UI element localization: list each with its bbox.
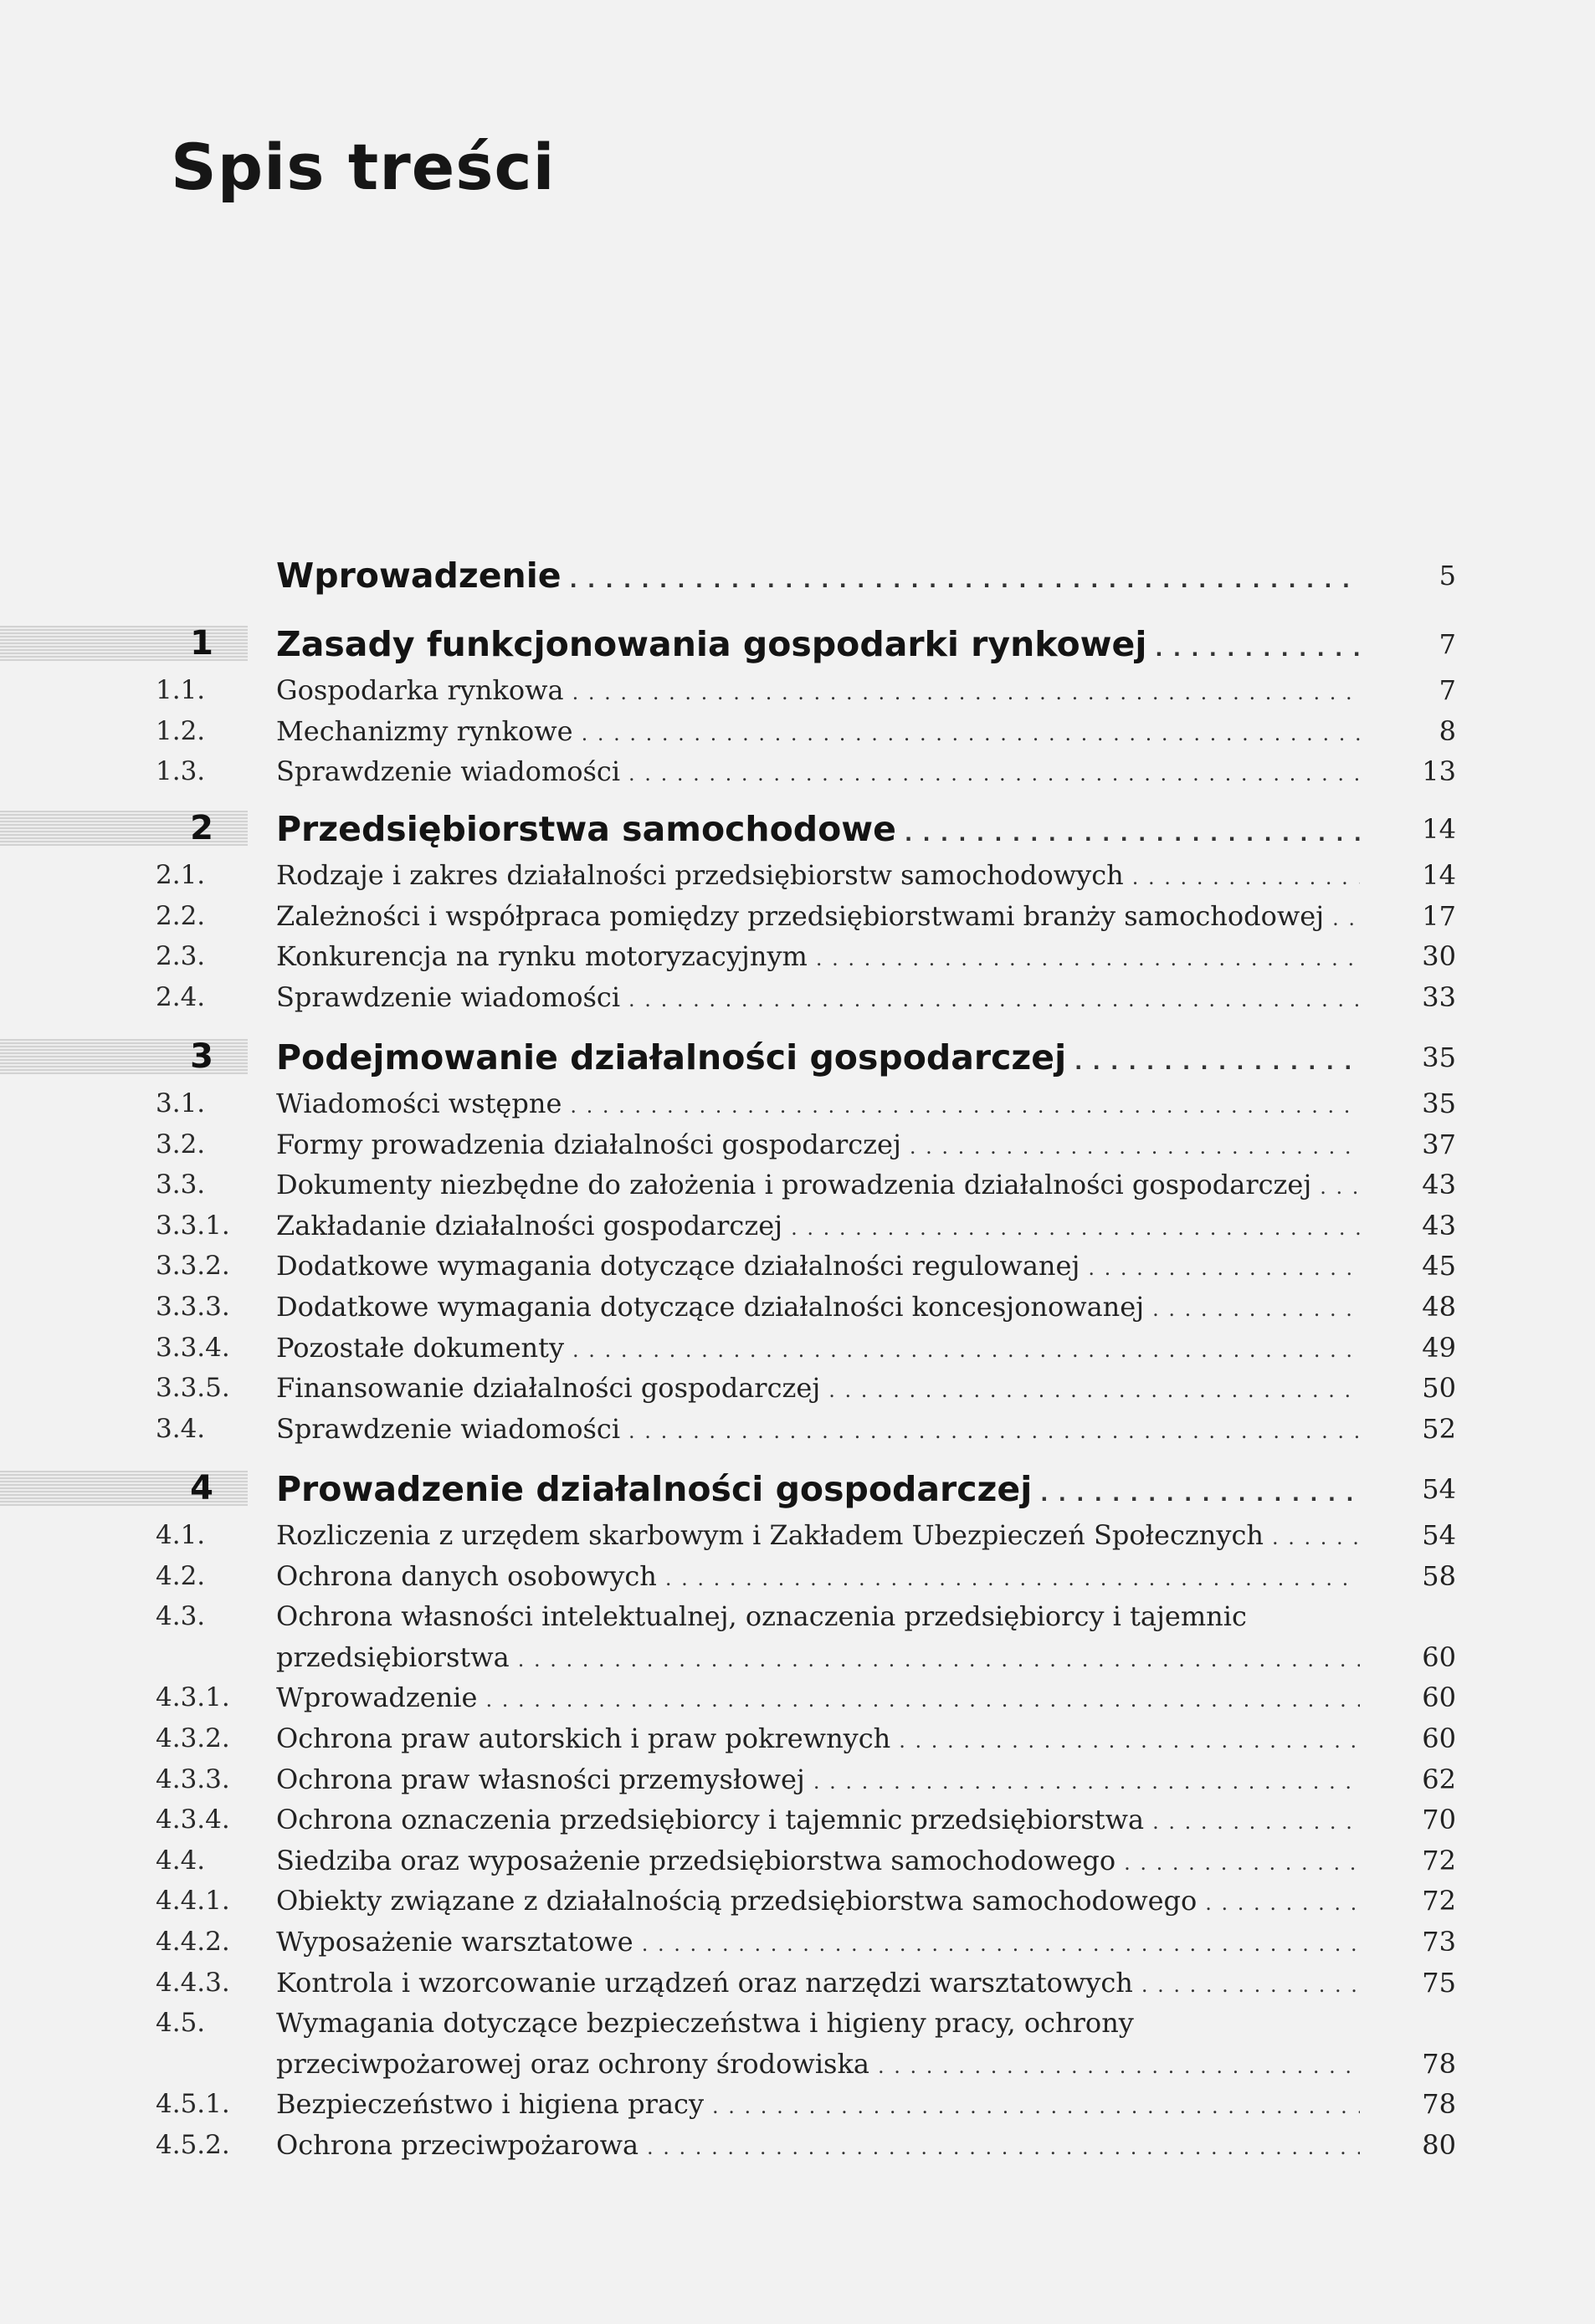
section-entry[interactable] <box>0 2003 1595 2043</box>
section-entry[interactable] <box>0 896 1595 936</box>
entry-title[interactable] <box>276 1124 1360 1167</box>
section-entry[interactable] <box>0 1556 1595 1596</box>
section-entry[interactable] <box>0 1759 1595 1799</box>
entry-page-number: 54 <box>1422 1473 1456 1505</box>
entry-title-text: Zakładanie działalności gospodarczej <box>276 1210 791 1241</box>
section-entry[interactable] <box>0 711 1595 751</box>
entry-number: 4.4. <box>156 1845 206 1876</box>
section-entry[interactable] <box>0 1368 1595 1408</box>
entry-title[interactable] <box>276 751 1360 794</box>
entry-title-text: Dodatkowe wymagania dotyczące działalności regulowanej <box>276 1250 1088 1282</box>
chapter-entry[interactable] <box>0 1469 1595 1509</box>
section-entry[interactable] <box>0 670 1595 710</box>
entry-title[interactable] <box>276 2125 1360 2168</box>
section-entry[interactable] <box>0 977 1595 1017</box>
entry-title-text: Formy prowadzenia działalności gospodarczej <box>276 1129 910 1160</box>
entry-title-text: Kontrola i wzorcowanie urządzeń oraz narzędzi warsztatowych <box>276 1967 1141 1999</box>
page-title: Spis treści <box>171 130 556 204</box>
section-entry[interactable] <box>0 1840 1595 1881</box>
entry-title[interactable] <box>276 1718 1360 1761</box>
entry-title[interactable] <box>276 1469 1360 1514</box>
section-entry[interactable] <box>0 1328 1595 1368</box>
entry-number: 1.2. <box>156 715 206 746</box>
entry-title[interactable] <box>276 1556 1360 1599</box>
entry-page-number: 62 <box>1422 1763 1456 1795</box>
entry-title-text: Wprowadzenie <box>276 1682 485 1713</box>
entry-title-text: Przedsiębiorstwa samochodowe <box>276 809 905 849</box>
entry-title-text: Sprawdzenie wiadomości <box>276 981 628 1013</box>
entry-page-number: 50 <box>1422 1372 1456 1405</box>
entry-title-text: Ochrona oznaczenia przedsiębiorcy i tajemnic przedsiębiorstwa <box>276 1804 1152 1835</box>
entry-title-text: Wprowadzenie <box>276 555 570 596</box>
entry-page-number: 8 <box>1439 714 1456 747</box>
chapter-number: 4 <box>190 1469 213 1508</box>
entry-number: 3.3.1. <box>156 1210 230 1241</box>
entry-title-text: Prowadzenie działalności gospodarczej <box>276 1469 1040 1509</box>
entry-page-number: 70 <box>1422 1804 1456 1836</box>
entry-page-number: 49 <box>1422 1331 1456 1364</box>
entry-number: 4.5. <box>156 2008 206 2039</box>
entry-number: 4.3.4. <box>156 1804 230 1835</box>
entry-title[interactable] <box>276 977 1360 1020</box>
entry-page-number: 37 <box>1422 1128 1456 1160</box>
entry-title-text: przedsiębiorstwa <box>276 1641 518 1673</box>
entry-page-number: 7 <box>1439 674 1456 706</box>
entry-title[interactable] <box>276 1206 1360 1248</box>
section-entry[interactable] <box>0 1963 1595 2003</box>
entry-number: 2.2. <box>156 900 206 931</box>
chapter-entry[interactable] <box>0 624 1595 664</box>
entry-page-number: 14 <box>1422 859 1456 891</box>
section-entry[interactable] <box>0 2125 1595 2165</box>
entry-title[interactable] <box>276 1677 1360 1720</box>
entry-page-number: 17 <box>1422 899 1456 932</box>
chapter-number: 3 <box>190 1037 213 1076</box>
section-entry[interactable] <box>0 936 1595 976</box>
entry-page-number: 78 <box>1422 2047 1456 2080</box>
entry-title-text: Sprawdzenie wiadomości <box>276 755 628 787</box>
section-entry[interactable] <box>0 2084 1595 2124</box>
entry-number: 3.3.2. <box>156 1251 230 1282</box>
entry-title[interactable] <box>276 809 1360 854</box>
section-entry[interactable] <box>0 1515 1595 1555</box>
entry-number: 4.5.2. <box>156 2130 230 2160</box>
entry-title[interactable] <box>276 1037 1360 1083</box>
entry-title[interactable] <box>276 1759 1360 1802</box>
entry-number: 4.4.3. <box>156 1967 230 1998</box>
section-entry[interactable] <box>0 1799 1595 1840</box>
section-entry[interactable] <box>0 1922 1595 1962</box>
entry-title[interactable] <box>276 1083 1360 1126</box>
section-entry[interactable] <box>0 1287 1595 1327</box>
entry-page-number: 33 <box>1422 980 1456 1013</box>
entry-title[interactable] <box>276 936 1360 979</box>
entry-title[interactable] <box>276 711 1360 754</box>
entry-title-text: Gospodarka rynkowa <box>276 674 572 706</box>
chapter-entry[interactable] <box>0 1037 1595 1078</box>
entry-page-number: 75 <box>1422 1966 1456 1999</box>
entry-title-text: Rodzaje i zakres działalności przedsiębiorstw samochodowych <box>276 859 1132 891</box>
entry-title[interactable] <box>276 1963 1360 2005</box>
entry-title[interactable] <box>276 1799 1360 1842</box>
chapter-entry[interactable] <box>0 809 1595 849</box>
entry-title-text: Siedziba oraz wyposażenie przedsiębiorstwa samochodowego <box>276 1845 1124 1876</box>
entry-page-number: 60 <box>1422 1723 1456 1754</box>
entry-title-text: przeciwpożarowej oraz ochrony środowiska <box>276 2048 878 2080</box>
chapter-number: 1 <box>190 624 213 663</box>
entry-title-text: Ochrona praw autorskich i praw pokrewnych <box>276 1723 899 1754</box>
entry-page-number: 58 <box>1422 1559 1456 1592</box>
entry-number: 4.1. <box>156 1520 206 1550</box>
section-entry[interactable] <box>0 751 1595 791</box>
entry-title[interactable] <box>276 624 1360 669</box>
entry-title-text: Wyposażenie warsztatowe <box>276 1926 642 1958</box>
entry-title[interactable] <box>276 1409 1360 1451</box>
entry-title-text: Konkurencja na rynku motoryzacyjnym <box>276 940 816 972</box>
entry-page-number: 60 <box>1422 1682 1456 1714</box>
entry-page-number: 73 <box>1422 1926 1456 1958</box>
entry-number: 1.3. <box>156 756 206 787</box>
entry-page-number: 80 <box>1422 2129 1456 2161</box>
entry-number: 3.3. <box>156 1170 206 1200</box>
entry-title-text: Wiadomości wstępne <box>276 1088 570 1119</box>
entry-title[interactable] <box>276 1287 1360 1329</box>
entry-number: 4.5.1. <box>156 2089 230 2120</box>
entry-page-number: 35 <box>1422 1042 1456 1073</box>
section-entry[interactable] <box>0 1596 1595 1636</box>
entry-number: 3.3.3. <box>156 1292 230 1322</box>
entry-title[interactable] <box>276 1368 1360 1410</box>
section-entry[interactable] <box>0 1246 1595 1286</box>
entry-title[interactable] <box>276 1515 1360 1558</box>
entry-number: 4.4.2. <box>156 1927 230 1957</box>
section-entry[interactable] <box>0 1881 1595 1921</box>
entry-page-number: 72 <box>1422 1844 1456 1876</box>
entry-page-number: 45 <box>1422 1250 1456 1282</box>
entry-page-number: 48 <box>1422 1291 1456 1323</box>
entry-title-text: Mechanizmy rynkowe <box>276 715 582 747</box>
entry-page-number: 78 <box>1422 2088 1456 2121</box>
entry-title-text: Obiekty związane z działalnością przedsiębiorstwa samochodowego <box>276 1885 1205 1917</box>
entry-number: 1.1. <box>156 675 206 705</box>
entry-title-text: Ochrona danych osobowych <box>276 1560 665 1592</box>
section-entry[interactable] <box>0 1124 1595 1165</box>
section-entry[interactable] <box>0 1206 1595 1246</box>
entry-number: 2.3. <box>156 941 206 972</box>
entry-number: 2.1. <box>156 860 206 890</box>
entry-title-text: Zależności i współpraca pomiędzy przedsiębiorstwami branży samochodowej <box>276 900 1332 932</box>
section-entry[interactable] <box>0 1677 1595 1717</box>
entry-number: 4.3. <box>156 1601 206 1632</box>
entry-title-text: Pozostałe dokumenty <box>276 1332 572 1364</box>
entry-page-number: 52 <box>1422 1412 1456 1445</box>
entry-number: 3.1. <box>156 1088 206 1118</box>
entry-number: 3.2. <box>156 1129 206 1159</box>
entry-title[interactable] <box>276 1328 1360 1370</box>
section-entry[interactable] <box>0 1083 1595 1124</box>
entry-title-text: Sprawdzenie wiadomości <box>276 1413 628 1445</box>
entry-page-number: 7 <box>1439 628 1456 660</box>
entry-number: 4.3.3. <box>156 1763 230 1794</box>
entry-number: 4.3.2. <box>156 1723 230 1753</box>
entry-number: 3.4. <box>156 1413 206 1444</box>
entry-page-number: 13 <box>1422 755 1456 788</box>
entry-number: 4.3.1. <box>156 1682 230 1713</box>
entry-page-number: 5 <box>1439 560 1456 591</box>
chapter-entry[interactable] <box>0 555 1595 596</box>
section-entry[interactable] <box>0 1165 1595 1205</box>
entry-number: 4.2. <box>156 1560 206 1591</box>
section-entry[interactable] <box>0 1409 1595 1449</box>
entry-title-text: Ochrona przeciwpożarowa <box>276 2129 647 2161</box>
entry-title[interactable] <box>276 555 1360 601</box>
entry-page-number: 60 <box>1422 1641 1456 1673</box>
section-entry[interactable] <box>0 2044 1595 2084</box>
section-entry[interactable] <box>0 1637 1595 1677</box>
entry-page-number: 43 <box>1422 1209 1456 1241</box>
section-entry[interactable] <box>0 855 1595 895</box>
entry-title-text: Ochrona praw własności przemysłowej <box>276 1763 813 1795</box>
entry-title[interactable] <box>276 855 1360 898</box>
entry-number: 3.3.5. <box>156 1373 230 1404</box>
entry-title[interactable] <box>276 1637 1360 1680</box>
entry-title[interactable] <box>276 1246 1360 1288</box>
entry-number: 4.4.1. <box>156 1886 230 1917</box>
entry-title[interactable] <box>276 670 1360 713</box>
entry-title[interactable] <box>276 2084 1360 2127</box>
chapter-number: 2 <box>190 809 213 847</box>
entry-title[interactable] <box>276 1165 1360 1207</box>
entry-title-text: Dodatkowe wymagania dotyczące działalności koncesjonowanej <box>276 1291 1152 1323</box>
section-entry[interactable] <box>0 1718 1595 1758</box>
entry-number: 2.4. <box>156 981 206 1012</box>
entry-page-number: 54 <box>1422 1519 1456 1551</box>
entry-page-number: 43 <box>1422 1169 1456 1201</box>
entry-title-text: Finansowanie działalności gospodarczej <box>276 1372 828 1404</box>
entry-number: 3.3.4. <box>156 1332 230 1363</box>
entry-title[interactable] <box>276 896 1360 939</box>
entry-title[interactable] <box>276 1840 1360 1883</box>
entry-title[interactable] <box>276 1881 1360 1923</box>
entry-title-text: Podejmowanie działalności gospodarczej <box>276 1037 1074 1078</box>
entry-page-number: 14 <box>1422 813 1456 845</box>
entry-title-text: Zasady funkcjonowania gospodarki rynkowej <box>276 624 1155 664</box>
entry-page-number: 30 <box>1422 940 1456 973</box>
entry-title-text: Rozliczenia z urzędem skarbowym i Zakładem Ubezpieczeń Społecznych <box>276 1519 1272 1551</box>
entry-title-text: Bezpieczeństwo i higiena pracy <box>276 2088 712 2120</box>
entry-title[interactable] <box>276 1922 1360 1964</box>
entry-page-number: 72 <box>1422 1885 1456 1917</box>
entry-title-text: Dokumenty niezbędne do założenia i prowadzenia działalności gospodarczej <box>276 1169 1320 1200</box>
entry-title-line[interactable]: Wymagania dotyczące bezpieczeństwa i higieny pracy, ochrony <box>276 2007 1134 2040</box>
entry-title[interactable] <box>276 2044 1360 2086</box>
entry-title-line[interactable]: Ochrona własności intelektualnej, oznaczenia przedsiębiorcy i tajemnic <box>276 1600 1247 1633</box>
entry-page-number: 35 <box>1422 1088 1456 1119</box>
